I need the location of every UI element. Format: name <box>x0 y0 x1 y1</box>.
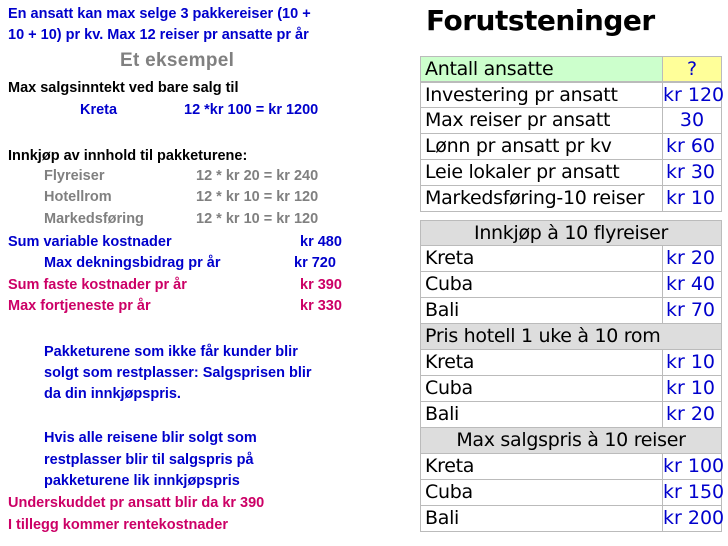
table-row <box>420 246 722 272</box>
row-label: Kreta <box>421 454 663 479</box>
max-sales-label: Max salgsinntekt ved bare salg til <box>8 80 239 96</box>
interest-line: I tillegg kommer rentekostnader <box>8 517 228 533</box>
item-calc-hotels: 12 * kr 10 = kr 120 <box>196 189 319 205</box>
row-value[interactable]: kr 30 <box>665 161 715 183</box>
row-value[interactable]: kr 200 <box>663 507 725 529</box>
para2-line-1: Hvis alle reisene blir solgt som <box>44 430 257 446</box>
row-value[interactable]: kr 70 <box>665 299 715 321</box>
kreta-calc: 12 *kr 100 = kr 1200 <box>184 102 319 118</box>
table-row <box>420 134 722 160</box>
para2-line-2: restplasser blir til salgspris på <box>44 452 254 468</box>
sum-fixed-label: Sum faste kostnader pr år <box>8 277 187 293</box>
section-label: Max salgspris à 10 reiser <box>456 429 686 451</box>
row-value[interactable]: kr 20 <box>665 247 715 269</box>
purchase-heading: Innkjøp av innhold til pakketurene: <box>8 148 248 164</box>
section-header-flights <box>420 220 722 246</box>
row-label: Kreta <box>421 350 663 375</box>
row-label: Cuba <box>421 480 663 505</box>
table-row <box>420 160 722 186</box>
table-row <box>420 480 725 506</box>
section-header-hotel <box>420 324 722 350</box>
row-label: Bali <box>421 298 663 323</box>
max-profit-label: Max fortjeneste pr år <box>8 298 151 314</box>
example-title: Et eksempel <box>120 50 235 71</box>
row-value[interactable]: kr 10 <box>665 377 715 399</box>
row-value[interactable]: kr 60 <box>665 135 715 157</box>
item-calc-marketing: 12 * kr 10 = kr 120 <box>196 211 319 227</box>
row-value[interactable]: kr 120 <box>663 84 725 106</box>
table-row <box>420 298 722 324</box>
table-row <box>420 56 722 82</box>
intro-line-1: En ansatt kan max selge 3 pakkereiser (10 + <box>8 6 311 22</box>
row-label: Max reiser pr ansatt <box>421 108 663 133</box>
sum-variable-label: Sum variable kostnader <box>8 234 172 250</box>
row-label: Lønn pr ansatt pr kv <box>421 134 663 159</box>
row-value[interactable]: kr 10 <box>665 187 715 209</box>
para1-line-3: da din innkjøpspris. <box>44 386 181 402</box>
max-profit-value: kr 330 <box>300 298 342 314</box>
row-label: Bali <box>421 402 663 427</box>
kreta-label: Kreta <box>80 102 118 118</box>
para1-line-1: Pakketurene som ikke får kunder blir <box>44 344 298 360</box>
row-label: Investering pr ansatt <box>421 83 663 107</box>
row-value[interactable]: ? <box>663 57 721 81</box>
para1-line-2: solgt som restplasser: Salgsprisen blir <box>44 365 312 381</box>
section-label: Innkjøp à 10 flyreiser <box>474 222 668 244</box>
para2-line-3: pakketurene lik innkjøpspris <box>44 473 240 489</box>
row-value[interactable]: kr 20 <box>665 403 715 425</box>
section-header-sales <box>420 428 722 454</box>
row-label: Leie lokaler pr ansatt <box>421 160 663 185</box>
row-value[interactable]: kr 100 <box>663 455 725 477</box>
item-calc-flights: 12 * kr 20 = kr 240 <box>196 168 319 184</box>
max-contribution-value: kr 720 <box>294 255 336 271</box>
item-label-marketing: Markedsføring <box>44 211 144 227</box>
table-row <box>420 402 722 428</box>
row-label: Cuba <box>421 272 663 297</box>
row-value[interactable]: kr 10 <box>665 351 715 373</box>
table-row <box>420 108 722 134</box>
section-label: Pris hotell 1 uke à 10 rom <box>425 325 661 347</box>
assumptions-sheet <box>416 0 728 546</box>
item-label-flights: Flyreiser <box>44 168 105 184</box>
table-row <box>420 376 722 402</box>
deficit-line: Underskuddet pr ansatt blir da kr 390 <box>8 495 265 511</box>
row-label: Antall ansatte <box>421 57 663 81</box>
row-label: Bali <box>421 506 663 531</box>
table-row <box>420 186 722 212</box>
row-value[interactable]: kr 150 <box>663 481 725 503</box>
max-contribution-label: Max dekningsbidrag pr år <box>44 255 221 271</box>
intro-line-2: 10 + 10) pr kv. Max 12 reiser pr ansatte pr år <box>8 27 309 43</box>
row-value[interactable]: kr 40 <box>665 273 715 295</box>
table-row <box>420 506 725 532</box>
row-label: Markedsføring-10 reiser <box>421 186 663 211</box>
table-row <box>420 454 725 480</box>
sum-variable-value: kr 480 <box>300 234 342 250</box>
row-label: Cuba <box>421 376 663 401</box>
sum-fixed-value: kr 390 <box>300 277 342 293</box>
table-row <box>420 272 722 298</box>
table-row <box>420 350 722 376</box>
sheet-title: Forutsteninger <box>426 4 655 37</box>
table-row <box>420 82 725 108</box>
row-label: Kreta <box>421 246 663 271</box>
item-label-hotels: Hotellrom <box>44 189 112 205</box>
row-value[interactable]: 30 <box>679 109 705 131</box>
